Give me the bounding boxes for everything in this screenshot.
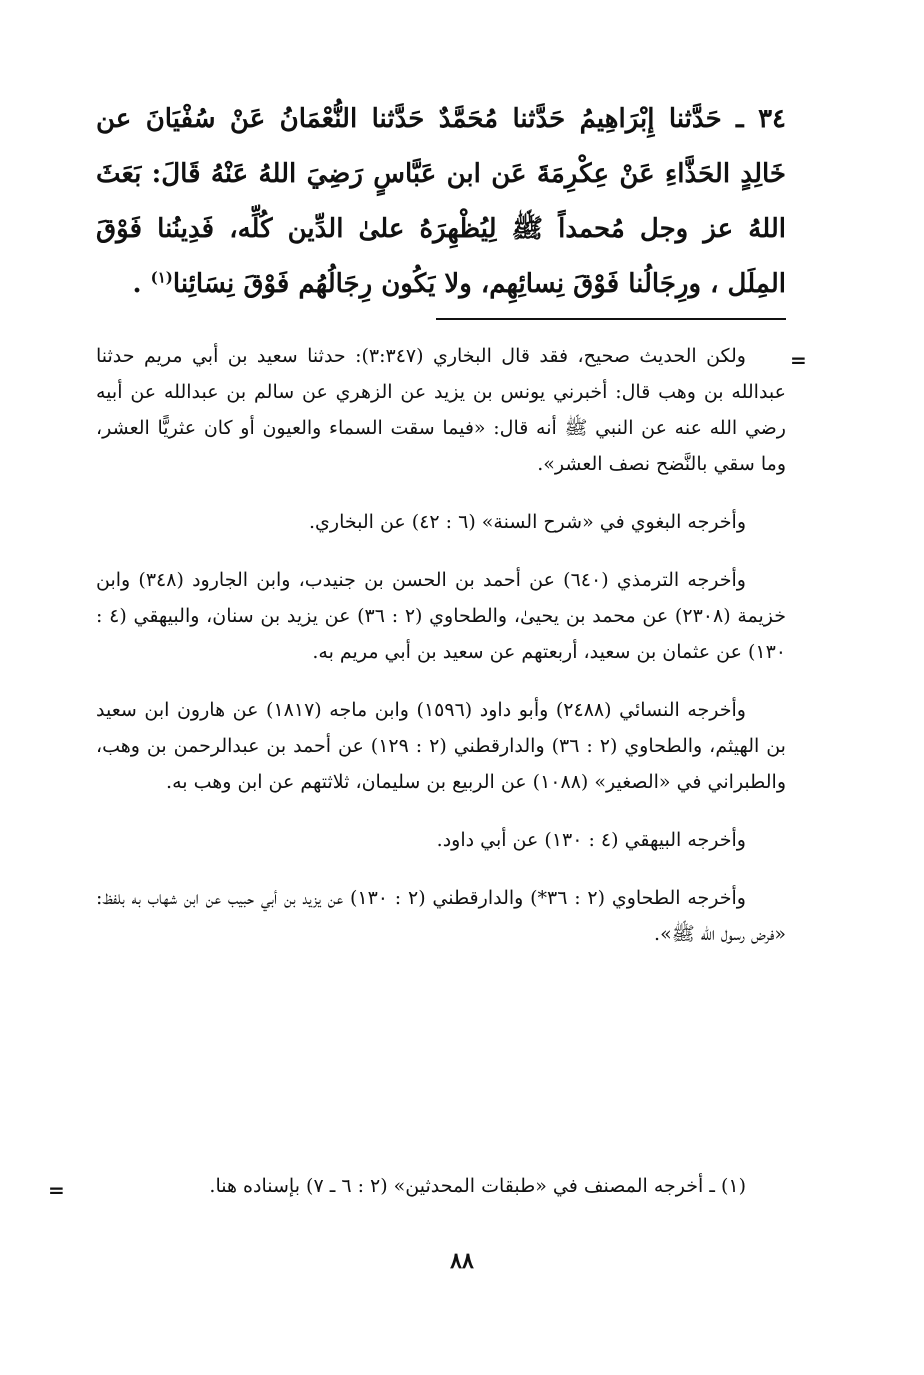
footnote: (١) ـ أخرجه المصنف في «طبقات المحدثين» (٢ : ٦ ـ ٧) بإسناده هنا. [209,1175,746,1197]
note-paragraph: وأخرجه الطحاوي (٢ : ٣٦*) والدارقطني (٢ : ١٣٠) عن يزيد بن أبي حبيب عن ابن شهاب به بلفظ: «فرض رسول الله ﷺ». [96,887,786,945]
note-paragraph: ولكن الحديث صحيح، فقد قال البخاري (٣:٣٤٧): حدثنا سعيد بن أبي مريم حدثنا عبدالله بن وهب قال: أخبرني يونس بن يزيد عن الزهري عن سالم بن عبدالله عن أبيه رضي الله عنه عن النبي ﷺ أنه قال: «فيما سقت السماء والعيون أو كان عثريًّا العشر، وما سقي بالنَّضح نصف العشر». [96,345,786,475]
commentary-notes [96,338,786,974]
note-paragraph: وأخرجه البغوي في «شرح السنة» (٦ : ٤٢) عن البخاري. [308,511,746,533]
footnote-separator-line [436,318,786,320]
hadith-text [96,92,786,312]
hadith-end-punctuation: . [132,269,151,299]
note-paragraph: وأخرجه النسائي (٢٤٨٨) وأبو داود (١٥٩٦) وابن ماجه (١٨١٧) عن هارون ابن سعيد بن الهيثم، والطحاوي (٢ : ٣٦) والدارقطني (٢ : ١٢٩) عن أحمد بن عبدالرحمن بن وهب، والطبراني في «الصغير» (١٠٨٨) عن الربيع بن سليمان، ثلاثتهم عن ابن وهب به. [96,699,786,793]
footnote-reference: (١) [150,268,173,287]
continuation-mark-bottom: = [48,1178,65,1202]
note-paragraph: وأخرجه الترمذي (٦٤٠) عن أحمد بن الحسن بن جنيدب، وابن الجارود (٣٤٨) وابن خزيمة (٢٣٠٨) عن محمد بن يحيىٰ، والطحاوي (٢ : ٣٦) عن يزيد بن سنان، والبيهقي (٤ : ١٣٠) عن عثمان بن سعيد، أربعتهم عن سعيد بن أبي مريم به. [96,569,787,663]
page-number: ٨٨ [450,1248,474,1274]
note-paragraph: وأخرجه البيهقي (٤ : ١٣٠) عن أبي داود. [436,829,746,851]
continuation-mark-top: = [790,348,807,372]
hadith-body: ٣٤ ـ حَدَّثنا إِبْرَاهِيمُ حَدَّثنا مُحَمَّدٌ حَدَّثنا النُّعْمَانُ عَنْ سُفْيَانَ عن خَالِدٍ الحَذَّاءِ عَنْ عِكْرِمَةَ عَن ابن عَبَّاسٍ رَضِيَ اللهُ عَنْهُ قَالَ: بَعَثَ اللهُ عز وجل مُحمداً ﷺ لِيُظْهِرَهُ علىٰ الدِّين كُلِّه، فَدِينُنا فَوْقَ المِلَل ، ورِجَالُنا فَوْقَ نِسائِهِم، ولا يَكُون رِجَالُهُم فَوْقَ نِسَائِنا [96,104,786,299]
